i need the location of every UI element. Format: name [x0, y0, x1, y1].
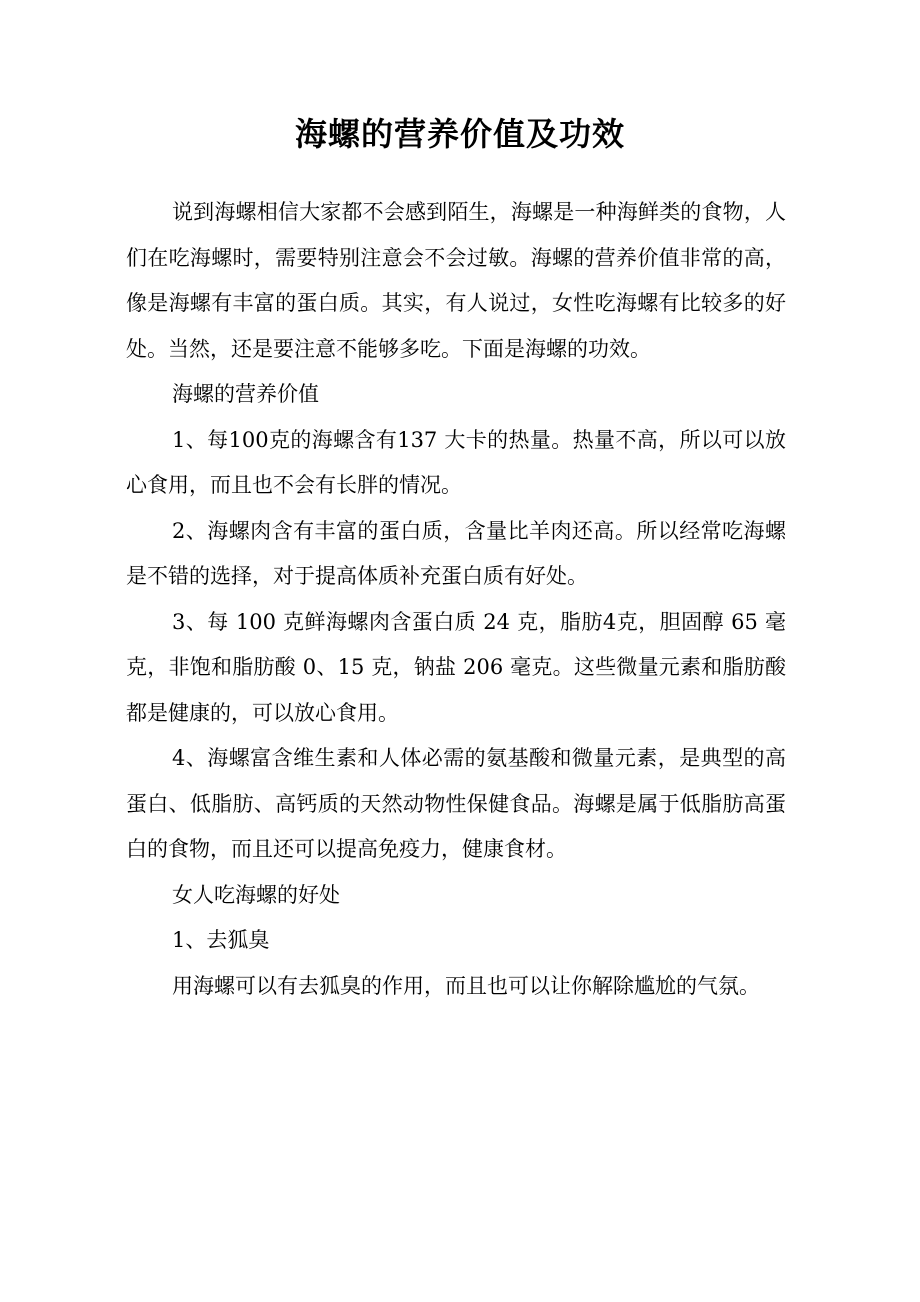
benefit-item-1-text: 用海螺可以有去狐臭的作用，而且也可以让你解除尴尬的气氛。 — [172, 973, 760, 998]
nutrition-item-2: 2、海螺肉含有丰富的蛋白质，含量比羊肉还高。所以经常吃海螺是不错的选择，对于提高体质补充蛋白质有好处。 — [126, 518, 786, 588]
benefit-item-1-title: 1、去狐臭 — [172, 928, 270, 952]
nutrition-item-1: 1、每100克的海螺含有137 大卡的热量。热量不高，所以可以放心食用，而且也不会有长胖的情况。 — [126, 427, 786, 497]
document-title: 海螺的营养价值及功效 — [294, 115, 625, 153]
section-heading-benefits: 女人吃海螺的好处 — [172, 882, 340, 907]
document-body — [126, 190, 786, 1009]
section-heading-nutrition: 海螺的营养价值 — [172, 382, 319, 406]
nutrition-item-3: 3、每 100 克鲜海螺肉含蛋白质 24 克，脂肪4克，胆固醇 65 毫克，非饱和脂肪酸 0、15 克，钠盐 206 毫克。这些微量元素和脂肪酸都是健康的，可以放心食用。 — [126, 609, 786, 725]
nutrition-item-4: 4、海螺富含维生素和人体必需的氨基酸和微量元素，是典型的高蛋白、低脂肪、高钙质的天然动物性保健食品。海螺是属于低脂肪高蛋白的食物，而且还可以提高免疫力，健康食材。 — [126, 746, 786, 861]
intro-paragraph: 说到海螺相信大家都不会感到陌生，海螺是一种海鲜类的食物，人们在吃海螺时，需要特别注意会不会过敏。海螺的营养价值非常的高，像是海螺有丰富的蛋白质。其实，有人说过，女性吃海螺有比较多的好处。当然，还是要注意不能够多吃。下面是海螺的功效。 — [126, 200, 786, 361]
